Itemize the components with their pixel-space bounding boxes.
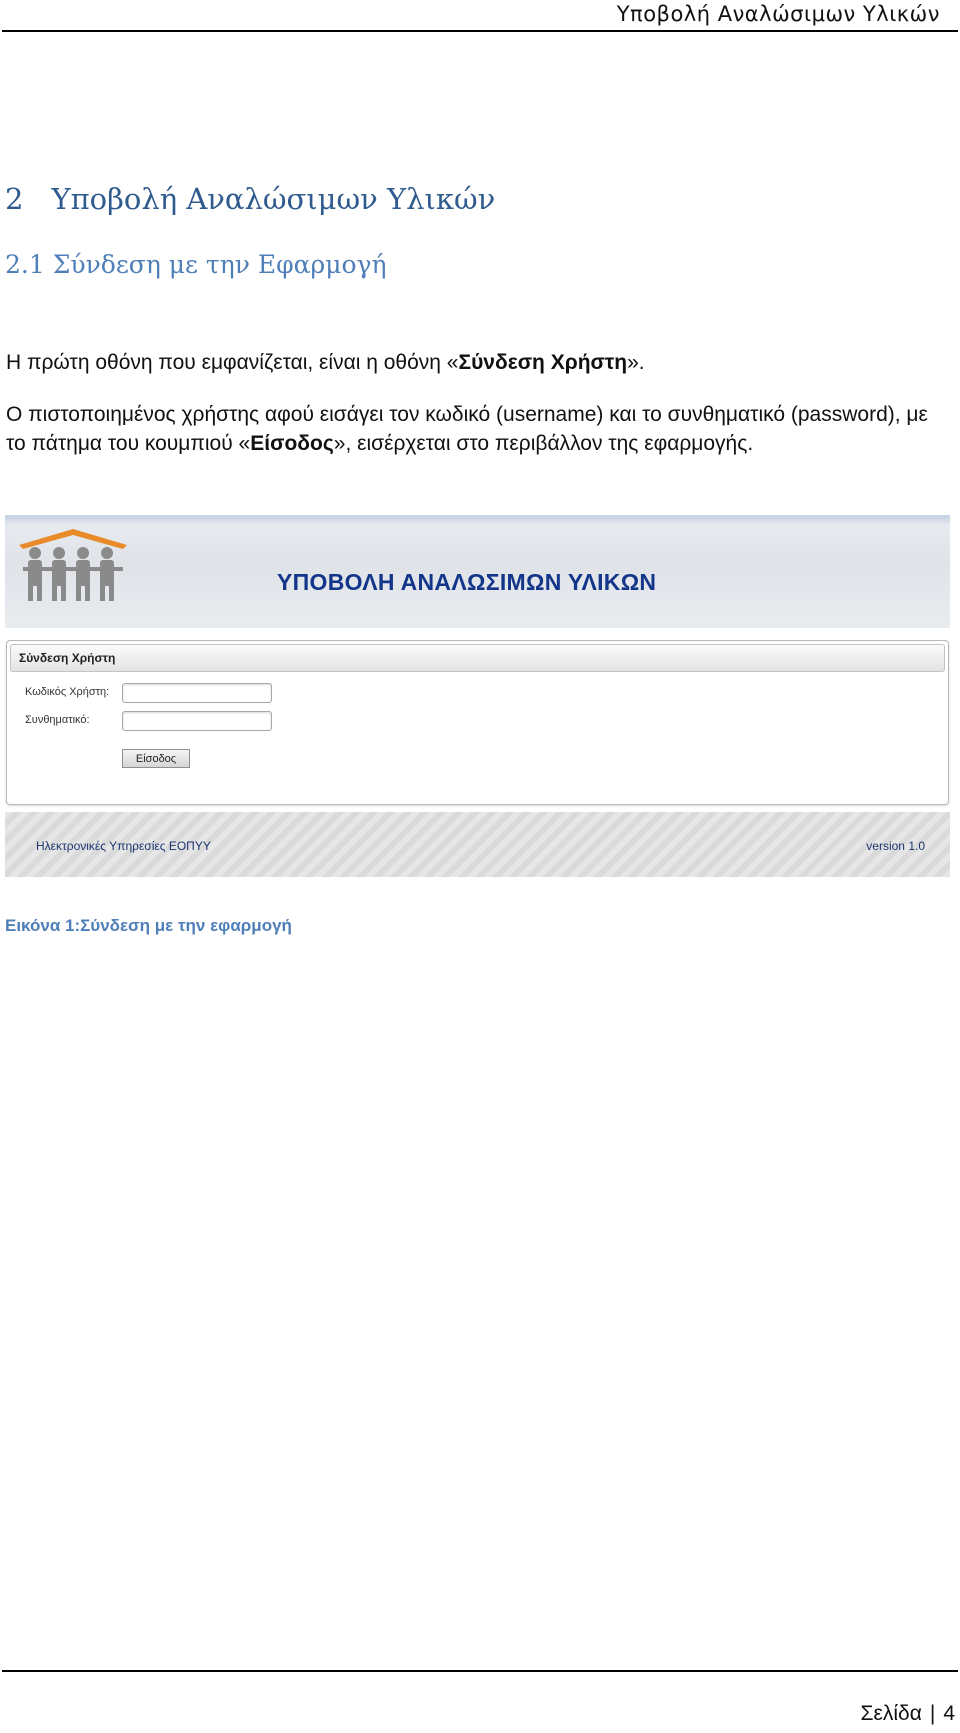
paragraph-login-bold: Είσοδος <box>250 432 334 455</box>
header-rule <box>2 30 958 32</box>
page-label: Σελίδα <box>860 1702 922 1725</box>
paragraph-login-end: », εισέρχεται στο περιβάλλον της εφαρμογής. <box>333 432 754 455</box>
paragraph-intro <box>6 348 946 377</box>
login-panel <box>6 640 949 805</box>
app-footer <box>5 812 950 877</box>
eopyy-logo <box>13 523 133 623</box>
login-button[interactable]: Είσοδος <box>122 749 190 768</box>
paragraph-intro-text: Η πρώτη οθόνη που εμφανίζεται, είναι η οθόνη « <box>6 351 459 374</box>
password-label: Συνθηματικό: <box>25 714 90 726</box>
page-number: 4 <box>943 1702 955 1725</box>
paragraph-login-text: Ο πιστοποιημένος χρήστης αφού εισάγει τον κωδικό (username) και το συνθηματικό (password), με το πάτημα του κουμπιού « <box>6 403 928 455</box>
subsection-heading: 2.1 Σύνδεση με την Εφαρμογή <box>5 250 387 279</box>
app-banner <box>5 515 950 628</box>
page-separator: | <box>929 1702 936 1725</box>
paragraph-intro-end: ». <box>627 351 645 374</box>
app-footer-version: version 1.0 <box>866 839 925 853</box>
paragraph-login <box>6 400 946 458</box>
login-screenshot <box>5 515 950 877</box>
app-footer-services: Ηλεκτρονικές Υπηρεσίες ΕΟΠΥΥ <box>36 839 211 853</box>
section-heading <box>5 182 495 216</box>
login-panel-header <box>10 644 945 672</box>
paragraph-intro-bold: Σύνδεση Χρήστη <box>458 351 628 374</box>
banner-title: ΥΠΟΒΟΛΗ ΑΝΑΛΩΣΙΜΩΝ ΥΛΙΚΩΝ <box>277 569 657 595</box>
password-input[interactable] <box>122 711 272 731</box>
page-footer <box>861 1702 956 1726</box>
header-title: Υποβολή Αναλώσιμων Υλικών <box>616 2 940 26</box>
username-label: Κωδικός Χρήστη: <box>25 686 110 698</box>
section-title: Υποβολή Αναλώσιμων Υλικών <box>51 182 496 216</box>
footer-rule <box>2 1670 958 1672</box>
username-input[interactable] <box>122 683 272 703</box>
login-panel-title: Σύνδεση Χρήστη <box>19 651 116 665</box>
section-number: 2 <box>5 182 24 216</box>
figure-caption: Εικόνα 1:Σύνδεση με την εφαρμογή <box>5 916 292 935</box>
